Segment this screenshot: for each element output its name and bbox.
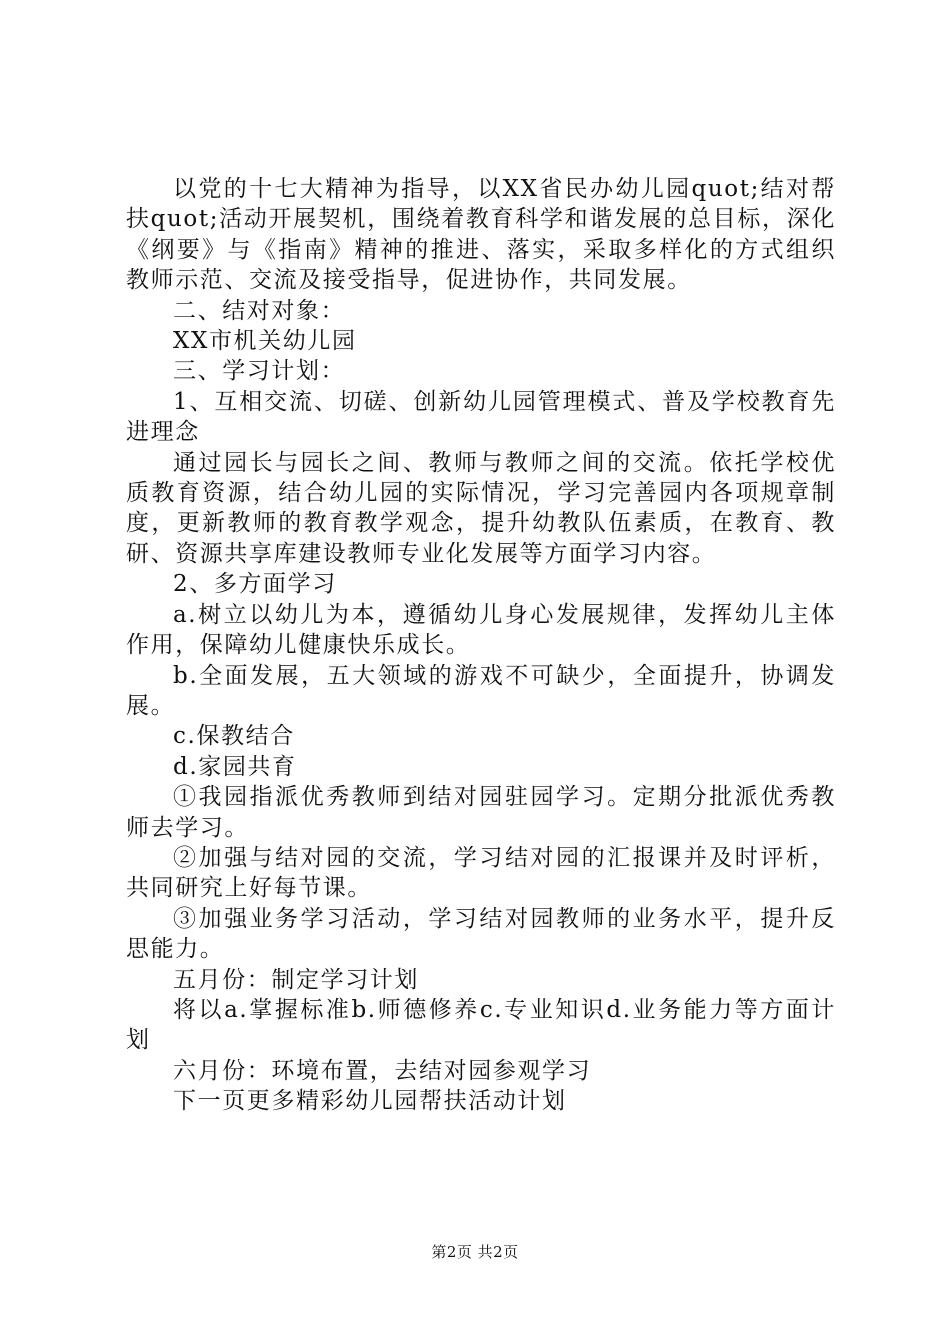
schedule-may: 五月份：制定学习计划 <box>173 966 419 993</box>
list-item-circled-3: ③加强业务学习活动，学习结对园教师的业务水平，提升反思能力。 <box>126 905 836 963</box>
heading-pairing-target: 二、结对对象： <box>173 297 346 324</box>
heading-multi-aspect-study: 2、多方面学习 <box>173 571 337 598</box>
list-item-circled-1: ①我园指派优秀教师到结对园驻园学习。定期分批派优秀教师去学习。 <box>126 784 836 841</box>
page-number-footer: 第2页 共2页 <box>431 1243 519 1261</box>
paragraph-exchange: 通过园长与园长之间、教师与教师之间的交流。依托学校优质教育资源，结合幼儿园的实际情况，学习完善园内各项规章制度，更新教师的教育教学观念，提升幼教队伍素质，在教育、教研、资源共享库建设教师专业化发展等方面学习内容。 <box>126 449 836 567</box>
paragraph-guiding-principle: 以党的十七大精神为指导，以XX省民办幼儿园quot;结对帮扶quot;活动开展契机，围绕着教育科学和谐发展的总目标，深化《纲要》与《指南》精神的推进、落实，采取多样化的方式组织教师示范、交流及接受指导，促进协作，共同发展。 <box>126 176 836 294</box>
list-item-a: a.树立以幼儿为本，遵循幼儿身心发展规律，发挥幼儿主体作用，保障幼儿健康快乐成长。 <box>126 601 836 659</box>
list-item-c: c.保教结合 <box>173 723 295 750</box>
list-item-circled-2: ②加强与结对园的交流，学习结对园的汇报课并及时评析，共同研究上好每节课。 <box>126 844 836 902</box>
document-body <box>126 174 836 1117</box>
heading-study-plan: 三、学习计划： <box>173 358 346 385</box>
next-page-link: 下一页更多精彩幼儿园帮扶活动计划 <box>173 1088 567 1115</box>
paragraph-pairing-target: XX市机关幼儿园 <box>173 328 357 355</box>
schedule-june: 六月份：环境布置，去结对园参观学习 <box>173 1057 592 1084</box>
list-item-d: d.家园共育 <box>173 753 297 780</box>
schedule-may-detail: 将以a.掌握标准b.师德修养c.专业知识d.业务能力等方面计划 <box>126 996 836 1054</box>
list-item-b: b.全面发展，五大领域的游戏不可缺少，全面提升，协调发展。 <box>126 662 836 719</box>
heading-exchange: 1、互相交流、切磋、创新幼儿园管理模式、普及学校教育先进理念 <box>126 388 836 446</box>
